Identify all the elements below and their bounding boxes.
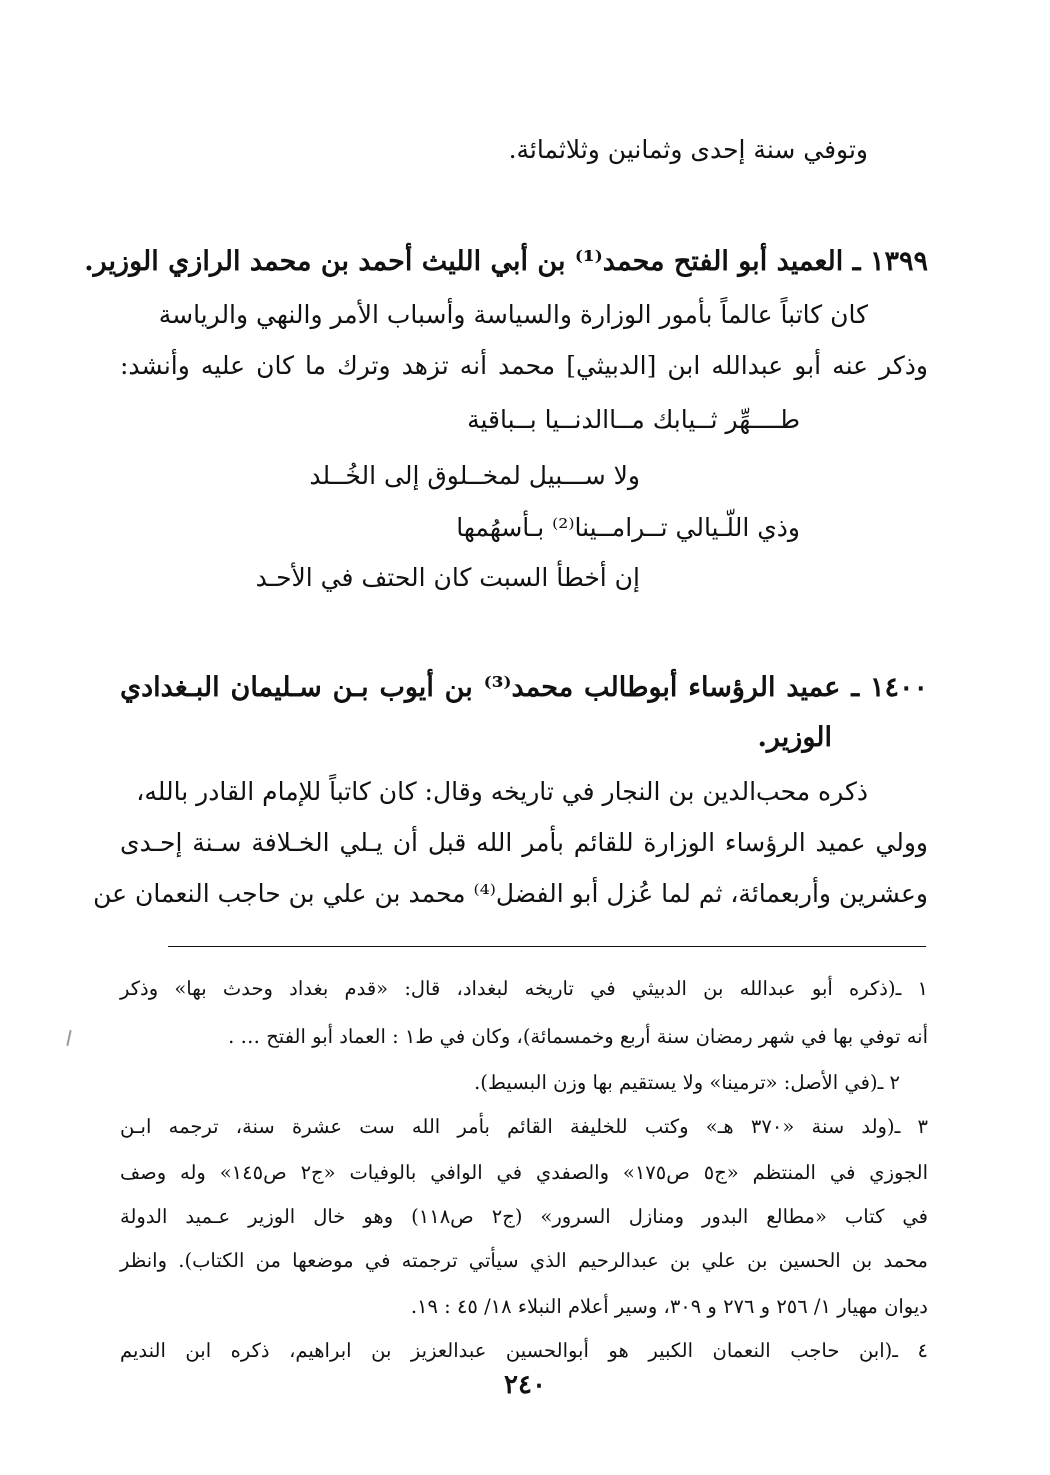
verse-line-2: ولا ســـبيل لمخــلوق إلى الخُــلد: [309, 461, 640, 490]
verse-line-4: إن أخطأ السبت كان الحتف في الأحـد: [255, 563, 640, 592]
footnote-3-line-3: في كتاب «مطالع البدور ومنازل السرور» (ج٢ ص١١٨) وهو خال الوزير عـميد الدولة: [120, 1205, 928, 1228]
footnote-2-line-1: ٢ ـ(في الأصل: «ترمينا» ولا يستقيم بها وزن البسيط).: [474, 1071, 900, 1094]
verse-line-1: طــــهِّر ثــيابك مــاالدنــيا بــباقية: [467, 405, 800, 434]
footnote-4-line-1: ٤ ـ(ابن حاجب النعمان الكبير هو أبوالحسين عبدالعزيز بن ابراهيم، ذكره ابن النديم: [120, 1339, 928, 1362]
verse-line-3: وذي اللّـيالي تــرامــينا⁽²⁾ بـأسهُمها: [456, 513, 800, 542]
footnote-3-line-4: محمد بن الحسين بن علي بن عبدالرحيم الذي سيأتي ترجمته في موضعها من الكتاب). وانظر: [120, 1249, 928, 1272]
entry-1400-heading-line-2: الوزير.: [757, 722, 832, 753]
entry-1399-line-1: كان كاتباً عالماً بأمور الوزارة والسياسة وأسباب الأمر والنهي والرياسة: [158, 300, 868, 329]
footnote-1-line-1: ١ ـ(ذكره أبو عبدالله بن الدبيثي في تاريخه لبغداد، قال: «قدم بغداد وحدث بها» وذكر: [120, 977, 928, 1000]
footnote-3-line-2: الجوزي في المنتظم «ج٥ ص١٧٥» والصفدي في الوافي بالوفيات «ج٢ ص١٤٥» وله وصف: [120, 1161, 929, 1184]
footnote-1-line-2: أنه توفي بها في شهر رمضان سنة أربع وخمسمائة)، وكان في ط١ : العماد أبو الفتح … .: [228, 1025, 928, 1048]
page-number: ٢٤٠: [504, 1370, 546, 1400]
entry-1400-heading-line-1: ١٤٠٠ ـ عميد الرؤساء أبوطالب محمد⁽³⁾ بن أيوب بـن سـليمان البـغدادي: [120, 672, 928, 703]
entry-1399-line-2: وذكر عنه أبو عبدالله ابن [الدبيثي] محمد أنه تزهد وترك ما كان عليه وأنشد:: [120, 351, 928, 380]
entry-1400-line-3: وعشرين وأربعمائة، ثم لما عُزل أبو الفضل⁽⁴⁾ محمد بن علي بن حاجب النعمان عن: [93, 879, 928, 908]
entry-1400-line-1: ذكره محب‌الدين بن النجار في تاريخه وقال: كان كاتباً للإمام القادر بالله،: [136, 777, 868, 806]
footnote-3-line-5: ديوان مهيار ١/ ٢٥٦ و ٢٧٦ و ٣٠٩، وسير أعلام النبلاء ١٨/ ٤٥ : ١٩.: [410, 1295, 928, 1318]
footnote-separator: [168, 946, 926, 947]
intro-line: وتوفي سنة إحدى وثمانين وثلاثمائة.: [508, 135, 868, 164]
entry-1400-line-2: وولي عميد الرؤساء الوزارة للقائم بأمر الله قبل أن يـلي الخـلافة سـنة إحـدى: [120, 828, 928, 857]
entry-1399-heading: ١٣٩٩ ـ العميد أبو الفتح محمد⁽¹⁾ بن أبي الليث أحمد بن محمد الرازي الوزير.: [84, 246, 928, 277]
footnote-3-line-1: ٣ ـ(ولد سنة «٣٧٠ هـ» وكتب للخليفة القائم بأمر الله ست عشرة سنة، ترجمه ابـن: [120, 1115, 928, 1138]
scan-mark: [66, 1030, 71, 1046]
